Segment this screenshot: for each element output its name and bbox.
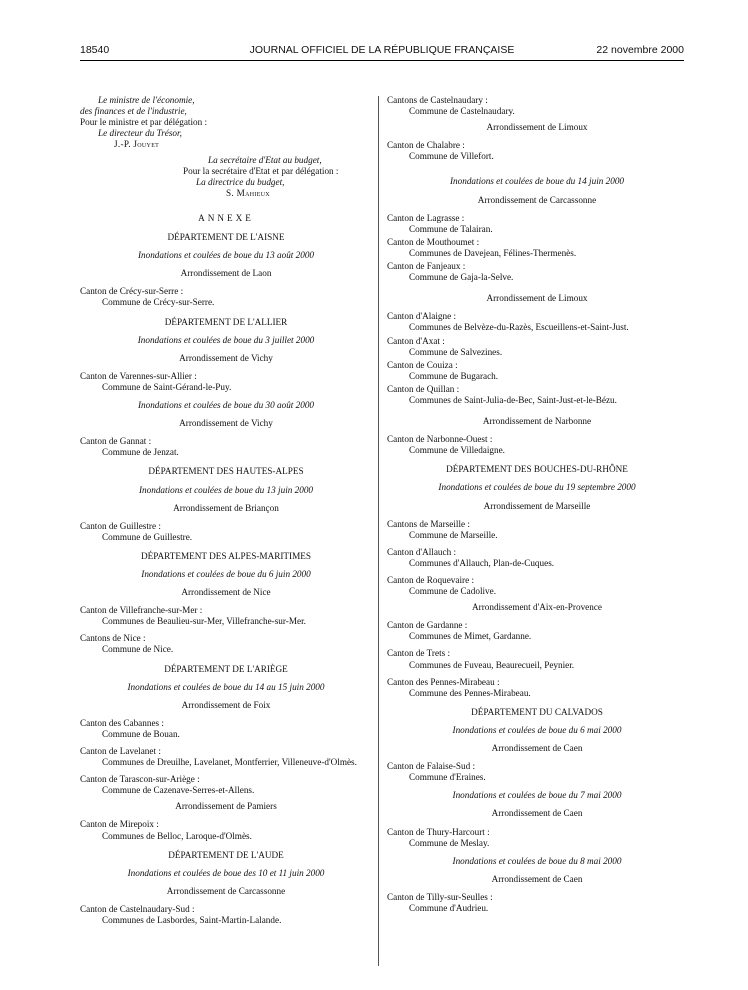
commune-line: Communes de Belvèze-du-Razès, Escueillens-et-Saint-Just. [409,322,629,333]
event-heading: Inondations et coulées de boue du 30 août 2000 [137,400,315,411]
canton-line: Canton de Crécy-sur-Serre : [80,286,184,297]
canton-line: Canton de Trets : [387,648,451,659]
event-heading: Inondations et coulées de boue du 14 juin 2000 [449,176,625,187]
event-heading: Inondations et coulées de boue du 14 au 15 juin 2000 [127,681,325,692]
arrondissement-heading: Arrondissement de Narbonne [482,416,592,427]
commune-line: Commune d'Audrieu. [409,902,489,913]
commune-line: Commune de Castelnaudary. [409,106,515,117]
commune-line: Communes de Saint-Julia-de-Bec, Saint-Just-et-le-Bézu. [409,394,617,405]
signature-block [80,95,372,204]
arrondissement-heading: Arrondissement d'Aix-en-Provence [472,602,602,613]
canton-line: Canton de Gannat : [80,436,152,447]
journal-title: JOURNAL OFFICIEL DE LA RÉPUBLIQUE FRANÇAISE [249,44,515,56]
commune-line: Communes de Davejean, Félines-Thermenès. [409,247,577,258]
arrondissement-heading: Arrondissement de Carcassonne [166,885,286,896]
signature-line: des finances et de l'industrie, [80,106,187,116]
department-heading: DÉPARTEMENT DE L'AUDE [168,849,284,860]
page-number: 18540 [80,44,110,56]
commune-line: Commune des Pennes-Mirabeau. [409,687,531,698]
event-heading: Inondations et coulées de boue du 13 juin 2000 [138,484,314,495]
commune-line: Commune d'Eraines. [409,772,486,783]
canton-line: Canton de Mouthoumet : [387,236,480,247]
commune-line: Commune de Cazenave-Serres-et-Allens. [102,785,255,796]
arrondissement-heading: Arrondissement de Foix [181,699,271,710]
event-heading: Inondations et coulées de boue du 3 juillet 2000 [137,334,315,345]
canton-line: Cantons de Marseille : [387,518,470,529]
canton-line: Canton de Castelnaudary-Sud : [80,903,195,914]
commune-line: Communes de Beaulieu-sur-Mer, Villefranche-sur-Mer. [102,616,306,627]
commune-line: Communes de Fuveau, Beaurecueil, Peynier. [409,659,575,670]
canton-line: Canton de Chalabre : [387,140,465,151]
signature-line: Pour le ministre et par délégation : [80,117,208,127]
arrondissement-heading: Arrondissement de Vichy [179,352,273,363]
arrondissement-heading: Arrondissement de Caen [491,743,583,754]
canton-line: Cantons de Nice : [80,633,146,644]
commune-line: Commune de Bouan. [102,728,180,739]
commune-line: Communes d'Allauch, Plan-de-Cuques. [409,557,555,568]
signature-line: La directrice du budget, [196,177,285,187]
department-heading: DÉPARTEMENT DE L'ARIÈGE [164,663,288,674]
canton-line: Canton des Pennes-Mirabeau : [387,676,500,687]
department-heading: DÉPARTEMENT DES HAUTES-ALPES [148,466,304,477]
commune-line: Communes de Belloc, Laroque-d'Olmès. [102,830,252,841]
column-divider [378,96,379,966]
canton-line: Canton de Fanjeaux : [387,261,466,272]
arrondissement-heading: Arrondissement de Limoux [486,293,588,304]
commune-line: Communes de Lasbordes, Saint-Martin-Lalande. [102,915,282,926]
event-heading: Inondations et coulées de boue du 13 août 2000 [137,250,315,261]
canton-line: Canton de Thury-Harcourt : [387,826,490,837]
arrondissement-heading: Arrondissement de Marseille [483,500,591,511]
department-heading: DÉPARTEMENT DE L'ALLIER [164,316,288,327]
page-header [80,44,684,60]
department-heading: DÉPARTEMENT DU CALVADOS [471,706,603,717]
commune-line: Commune de Talairan. [409,223,493,234]
arrondissement-heading: Arrondissement de Laon [180,268,272,279]
canton-line: Canton de Quillan : [387,383,460,394]
arrondissement-heading: Arrondissement de Vichy [179,418,273,429]
arrondissement-heading: Arrondissement de Caen [491,808,583,819]
canton-line: Canton d'Axat : [387,335,445,346]
canton-line: Canton de Lagrasse : [387,212,465,223]
canton-line: Canton de Lavelanet : [80,746,161,756]
event-heading: Inondations et coulées de boue du 6 mai 2000 [452,724,622,735]
arrondissement-heading: Arrondissement de Briançon [173,502,279,513]
arrondissement-heading: Arrondissement de Carcassonne [477,194,597,205]
signature-name: J.-P. Jouyet [114,139,160,149]
signature-line: Le directeur du Trésor, [98,128,182,138]
commune-line: Communes de Dreuilhe, Lavelanet, Montferrier, Villeneuve-d'Olmès. [102,757,357,768]
arrondissement-heading: Arrondissement de Nice [181,587,271,598]
event-heading: Inondations et coulées de boue du 19 septembre 2000 [438,482,636,493]
canton-line: Canton d'Alaigne : [387,311,457,322]
canton-line: Canton de Gardanne : [387,620,468,631]
commune-line: Commune de Marseille. [409,529,498,540]
commune-line: Commune de Nice. [102,644,174,655]
canton-line: Canton de Mirepoix : [80,819,159,830]
issue-date: 22 novembre 2000 [596,44,684,56]
commune-line: Commune de Meslay. [409,837,490,848]
commune-line: Commune de Villefort. [409,151,494,162]
commune-line: Commune de Villedaigne. [409,445,505,456]
commune-line: Communes de Mimet, Gardanne. [409,631,532,642]
commune-line: Commune de Crécy-sur-Serre. [102,297,215,308]
department-heading: DÉPARTEMENT DES ALPES-MARITIMES [141,550,311,561]
header-rule [80,60,684,61]
canton-line: Canton de Roquevaire : [387,575,475,585]
commune-line: Commune de Cadolive. [409,586,497,597]
signature-line: Le ministre de l'économie, [98,95,195,105]
signature-line: Pour la secrétaire d'Etat et par délégation : [183,166,339,176]
canton-line: Canton de Narbonne-Ouest : [387,434,493,445]
department-heading: DÉPARTEMENT DE L'AISNE [167,232,285,243]
canton-line: Canton de Couiza : [387,359,458,370]
event-heading: Inondations et coulées de boue du 7 mai 2000 [452,790,622,801]
canton-line: Canton de Tilly-sur-Seulles : [387,891,493,902]
annexe-heading: ANNEXE [198,213,254,223]
right-column [387,95,687,914]
event-heading: Inondations et coulées de boue du 8 mai 2000 [452,855,622,866]
event-heading: Inondations et coulées de boue du 6 juin 2000 [141,568,311,579]
commune-line: Commune de Guillestre. [102,531,193,542]
signature-name: S. Mahieux [226,188,270,198]
commune-line: Commune de Salvezines. [409,346,503,357]
event-heading: Inondations et coulées de boue des 10 et 11 juin 2000 [127,867,325,878]
commune-line: Commune de Saint-Gérand-le-Puy. [102,381,232,392]
arrondissement-heading: Arrondissement de Caen [491,873,583,884]
canton-line: Canton de Tarascon-sur-Ariège : [80,774,200,785]
canton-line: Canton de Varennes-sur-Allier : [80,370,197,381]
commune-line: Commune de Bugarach. [409,370,499,381]
canton-line: Cantons de Castelnaudary : [387,95,488,105]
canton-line: Canton de Falaise-Sud : [387,761,476,772]
arrondissement-heading: Arrondissement de Pamiers [175,801,277,812]
canton-line: Canton de Villefranche-sur-Mer : [80,605,203,616]
canton-line: Canton des Cabannes : [80,717,164,728]
signature-line: La secrétaire d'Etat au budget, [208,155,322,165]
canton-line: Canton de Guillestre : [80,520,161,531]
left-column [80,95,372,926]
canton-line: Canton d'Allauch : [387,546,457,557]
commune-line: Commune de Gaja-la-Selve. [409,272,514,283]
arrondissement-heading: Arrondissement de Limoux [486,122,588,133]
department-heading: DÉPARTEMENT DES BOUCHES-DU-RHÔNE [446,464,628,475]
commune-line: Commune de Jenzat. [102,447,179,458]
